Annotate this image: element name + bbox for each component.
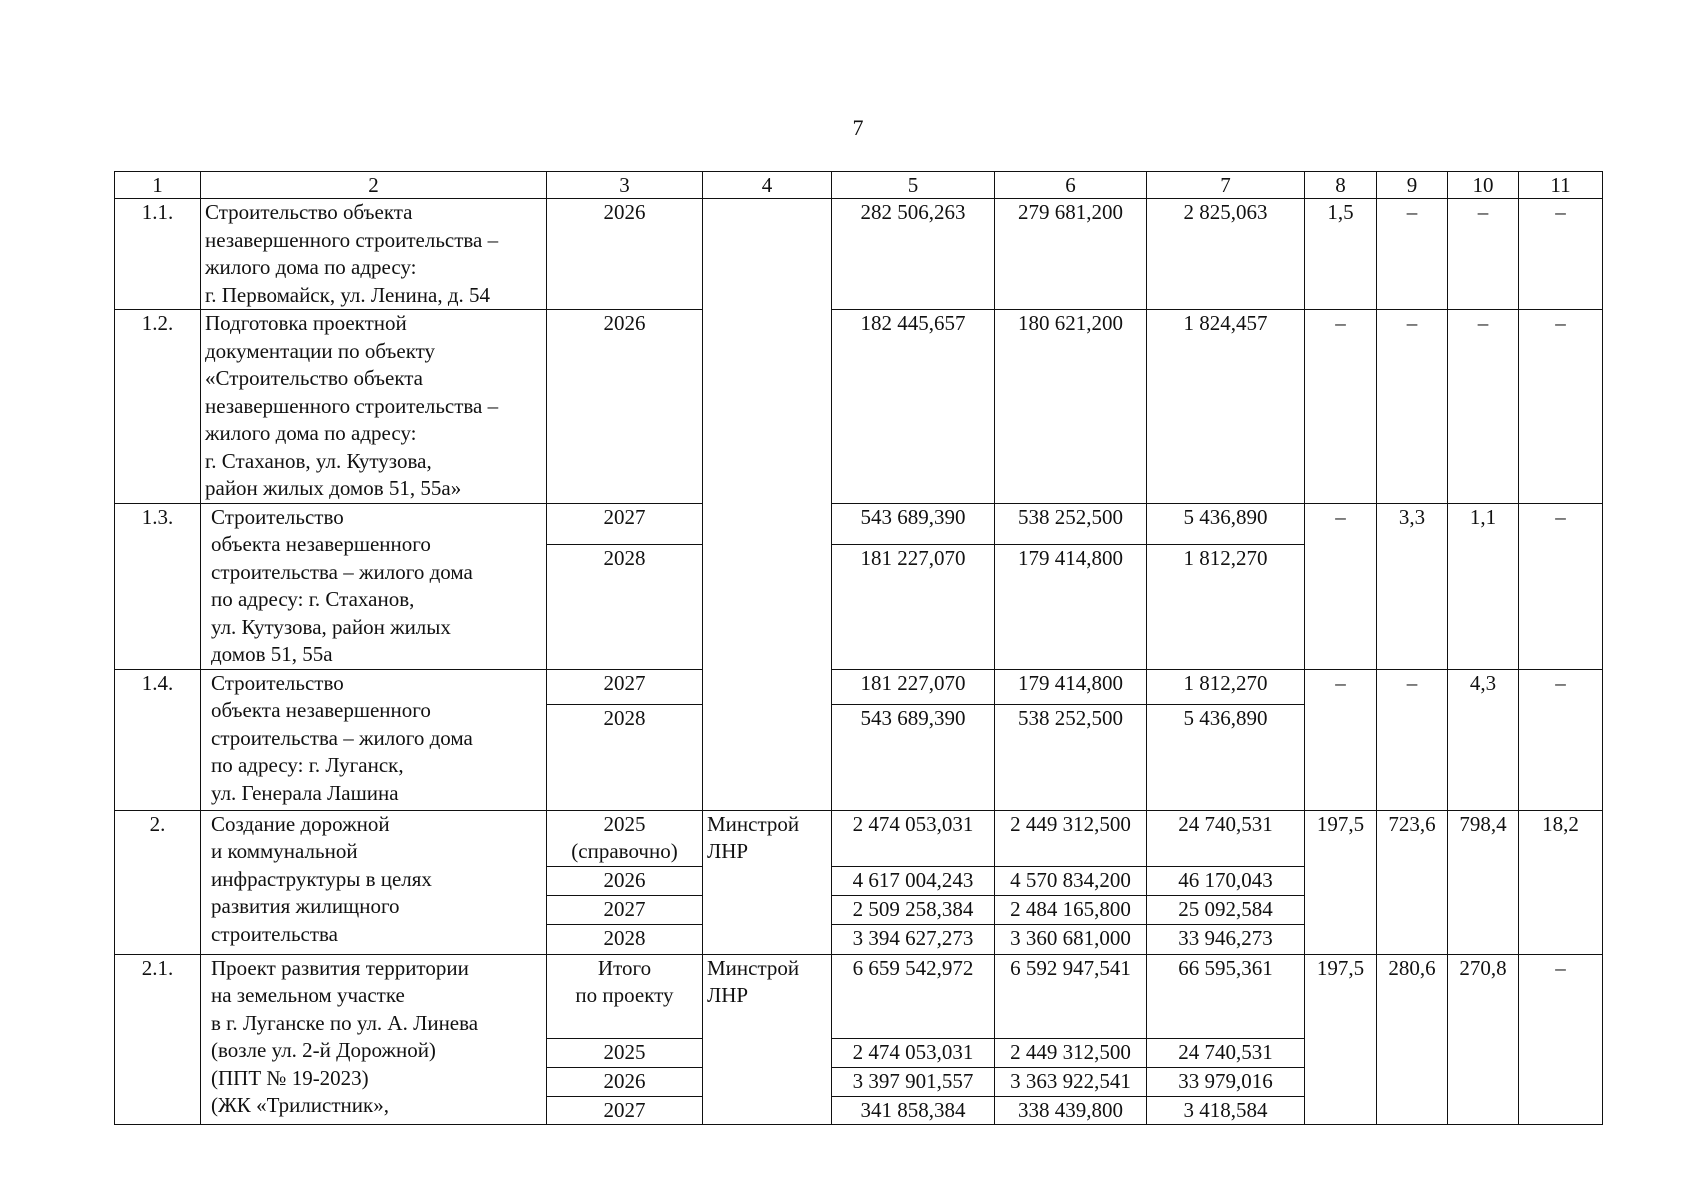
- value-cell: 33 946,273: [1147, 924, 1305, 954]
- column-header: 5: [832, 172, 995, 199]
- value-cell: 1,5: [1305, 199, 1377, 310]
- value-cell: 2 449 312,500: [995, 1038, 1147, 1067]
- year-cell: 2026: [547, 866, 703, 895]
- page-number: 7: [852, 115, 864, 140]
- value-cell: 179 414,800: [995, 669, 1147, 704]
- value-cell: –: [1377, 669, 1448, 810]
- table-row: [115, 310, 1603, 504]
- year-cell: 2026: [547, 199, 703, 310]
- year-cell: 2027: [547, 503, 703, 544]
- item-number: 1.1.: [115, 199, 201, 310]
- year-cell: 2026: [547, 310, 703, 504]
- value-cell: 179 414,800: [995, 544, 1147, 669]
- value-cell: 180 621,200: [995, 310, 1147, 504]
- column-header: 1: [115, 172, 201, 199]
- column-number-header-row: [115, 172, 1603, 199]
- value-cell: 3 360 681,000: [995, 924, 1147, 954]
- value-cell: 197,5: [1305, 810, 1377, 954]
- column-header: 4: [703, 172, 832, 199]
- value-cell: 181 227,070: [832, 544, 995, 669]
- value-cell: 2 474 053,031: [832, 810, 995, 866]
- value-cell: 5 436,890: [1147, 503, 1305, 544]
- year-cell: 2026: [547, 1067, 703, 1096]
- item-number: 1.3.: [115, 503, 201, 669]
- value-cell: 6 659 542,972: [832, 954, 995, 1038]
- value-cell: –: [1519, 954, 1603, 1125]
- column-header: 8: [1305, 172, 1377, 199]
- responsible-cell: Минстрой ЛНР: [703, 810, 832, 954]
- year-cell: 2028: [547, 924, 703, 954]
- value-cell: 543 689,390: [832, 503, 995, 544]
- value-cell: –: [1519, 199, 1603, 310]
- value-cell: –: [1377, 310, 1448, 504]
- value-cell: 197,5: [1305, 954, 1377, 1125]
- year-cell: 2028: [547, 704, 703, 810]
- value-cell: 66 595,361: [1147, 954, 1305, 1038]
- value-cell: 4,3: [1448, 669, 1519, 810]
- table-row: [115, 199, 1603, 310]
- value-cell: 3 418,584: [1147, 1096, 1305, 1125]
- value-cell: 3 397 901,557: [832, 1067, 995, 1096]
- value-cell: 5 436,890: [1147, 704, 1305, 810]
- value-cell: 282 506,263: [832, 199, 995, 310]
- responsible-cell: [703, 199, 832, 811]
- year-cell: 2028: [547, 544, 703, 669]
- value-cell: 341 858,384: [832, 1096, 995, 1125]
- value-cell: 538 252,500: [995, 503, 1147, 544]
- table-row: [115, 503, 1603, 544]
- item-name: Строительство объекта незавершенного строительства – жилого дома по адресу: г. Первомайск, ул. Ленина, д. 54: [201, 199, 547, 310]
- value-cell: 280,6: [1377, 954, 1448, 1125]
- value-cell: 3,3: [1377, 503, 1448, 669]
- value-cell: 46 170,043: [1147, 866, 1305, 895]
- value-cell: –: [1519, 669, 1603, 810]
- value-cell: –: [1305, 503, 1377, 669]
- year-cell: 2027: [547, 895, 703, 924]
- item-name: Создание дорожной и коммунальной инфраструктуры в целях развития жилищного строительства: [201, 810, 547, 954]
- item-name: Строительство объекта незавершенного строительства – жилого дома по адресу: г. Луганск, ул. Генерала Лашина: [201, 669, 547, 810]
- year-cell: 2025 (справочно): [547, 810, 703, 866]
- budget-table: [114, 171, 1603, 1125]
- item-number: 1.2.: [115, 310, 201, 504]
- item-name: Проект развития территории на земельном участке в г. Луганске по ул. А. Линева (возле ул. 2-й Дорожной) (ППТ № 19-2023) (ЖК «Трилистник»,: [201, 954, 547, 1125]
- item-name: Строительство объекта незавершенного строительства – жилого дома по адресу: г. Стаханов, ул. Кутузова, район жилых домов 51, 55а: [201, 503, 547, 669]
- item-number: 1.4.: [115, 669, 201, 810]
- value-cell: 25 092,584: [1147, 895, 1305, 924]
- value-cell: 2 449 312,500: [995, 810, 1147, 866]
- value-cell: 24 740,531: [1147, 810, 1305, 866]
- column-header: 3: [547, 172, 703, 199]
- year-cell: 2027: [547, 1096, 703, 1125]
- value-cell: 2 484 165,800: [995, 895, 1147, 924]
- value-cell: –: [1305, 669, 1377, 810]
- table-row: [115, 669, 1603, 704]
- column-header: 2: [201, 172, 547, 199]
- value-cell: 279 681,200: [995, 199, 1147, 310]
- value-cell: –: [1305, 310, 1377, 504]
- column-header: 10: [1448, 172, 1519, 199]
- value-cell: 182 445,657: [832, 310, 995, 504]
- table-row: [115, 954, 1603, 1038]
- item-name: Подготовка проектной документации по объекту «Строительство объекта незавершенного строительства – жилого дома по адресу: г. Стаханов, ул. Кутузова, район жилых домов 51, 55а»: [201, 310, 547, 504]
- value-cell: 2 474 053,031: [832, 1038, 995, 1067]
- value-cell: –: [1448, 310, 1519, 504]
- value-cell: 2 509 258,384: [832, 895, 995, 924]
- column-header: 6: [995, 172, 1147, 199]
- value-cell: –: [1448, 199, 1519, 310]
- value-cell: 1 812,270: [1147, 669, 1305, 704]
- value-cell: 543 689,390: [832, 704, 995, 810]
- value-cell: 24 740,531: [1147, 1038, 1305, 1067]
- value-cell: 1 812,270: [1147, 544, 1305, 669]
- value-cell: 3 363 922,541: [995, 1067, 1147, 1096]
- value-cell: –: [1519, 310, 1603, 504]
- responsible-cell: Минстрой ЛНР: [703, 954, 832, 1125]
- year-cell: Итого по проекту: [547, 954, 703, 1038]
- value-cell: –: [1519, 503, 1603, 669]
- item-number: 2.: [115, 810, 201, 954]
- value-cell: 4 617 004,243: [832, 866, 995, 895]
- value-cell: 6 592 947,541: [995, 954, 1147, 1038]
- value-cell: 3 394 627,273: [832, 924, 995, 954]
- year-cell: 2025: [547, 1038, 703, 1067]
- year-cell: 2027: [547, 669, 703, 704]
- value-cell: 538 252,500: [995, 704, 1147, 810]
- value-cell: 33 979,016: [1147, 1067, 1305, 1096]
- value-cell: 338 439,800: [995, 1096, 1147, 1125]
- value-cell: 723,6: [1377, 810, 1448, 954]
- column-header: 7: [1147, 172, 1305, 199]
- value-cell: 270,8: [1448, 954, 1519, 1125]
- item-number: 2.1.: [115, 954, 201, 1125]
- value-cell: 798,4: [1448, 810, 1519, 954]
- value-cell: 181 227,070: [832, 669, 995, 704]
- value-cell: –: [1377, 199, 1448, 310]
- table-row: [115, 810, 1603, 866]
- value-cell: 2 825,063: [1147, 199, 1305, 310]
- value-cell: 4 570 834,200: [995, 866, 1147, 895]
- column-header: 9: [1377, 172, 1448, 199]
- value-cell: 18,2: [1519, 810, 1603, 954]
- value-cell: 1,1: [1448, 503, 1519, 669]
- value-cell: 1 824,457: [1147, 310, 1305, 504]
- column-header: 11: [1519, 172, 1603, 199]
